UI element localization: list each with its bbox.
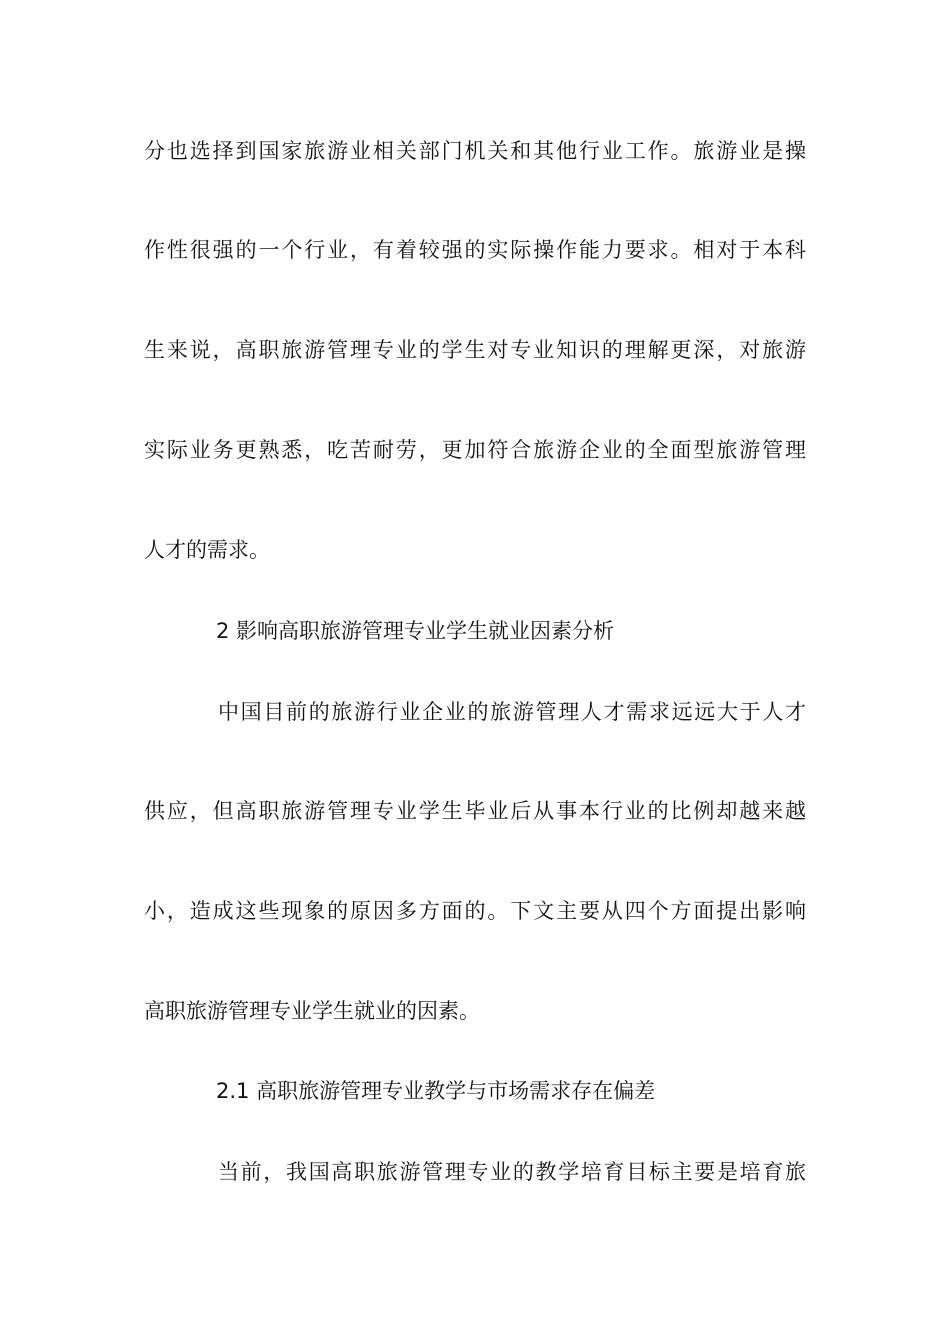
paragraph-line: 生来说，高职旅游管理专业的学生对专业知识的理解更深，对旅游 [144, 338, 806, 362]
paragraph-line: 供应，但高职旅游管理专业学生毕业后从事本行业的比例却越来越 [144, 799, 806, 823]
paragraph-line: 作性很强的一个行业，有着较强的实际操作能力要求。相对于本科 [144, 238, 806, 262]
paragraph-line: 实际业务更熟悉，吃苦耐劳，更加符合旅游企业的全面型旅游管理 [144, 438, 806, 462]
section-heading: 2 影响高职旅游管理专业学生就业因素分析 [216, 619, 615, 643]
paragraph-line: 中国目前的旅游行业企业的旅游管理人才需求远远大于人才 [218, 700, 806, 724]
paragraph-line: 人才的需求。 [144, 538, 270, 562]
paragraph-line: 当前，我国高职旅游管理专业的教学培育目标主要是培育旅 [218, 1160, 806, 1184]
paragraph-line: 高职旅游管理专业学生就业的因素。 [144, 999, 480, 1023]
subsection-heading: 2.1 高职旅游管理专业教学与市场需求存在偏差 [216, 1079, 656, 1103]
paragraph-line: 分也选择到国家旅游业相关部门机关和其他行业工作。旅游业是操 [144, 139, 806, 163]
paragraph-line: 小，造成这些现象的原因多方面的。下文主要从四个方面提出影响 [144, 899, 806, 923]
